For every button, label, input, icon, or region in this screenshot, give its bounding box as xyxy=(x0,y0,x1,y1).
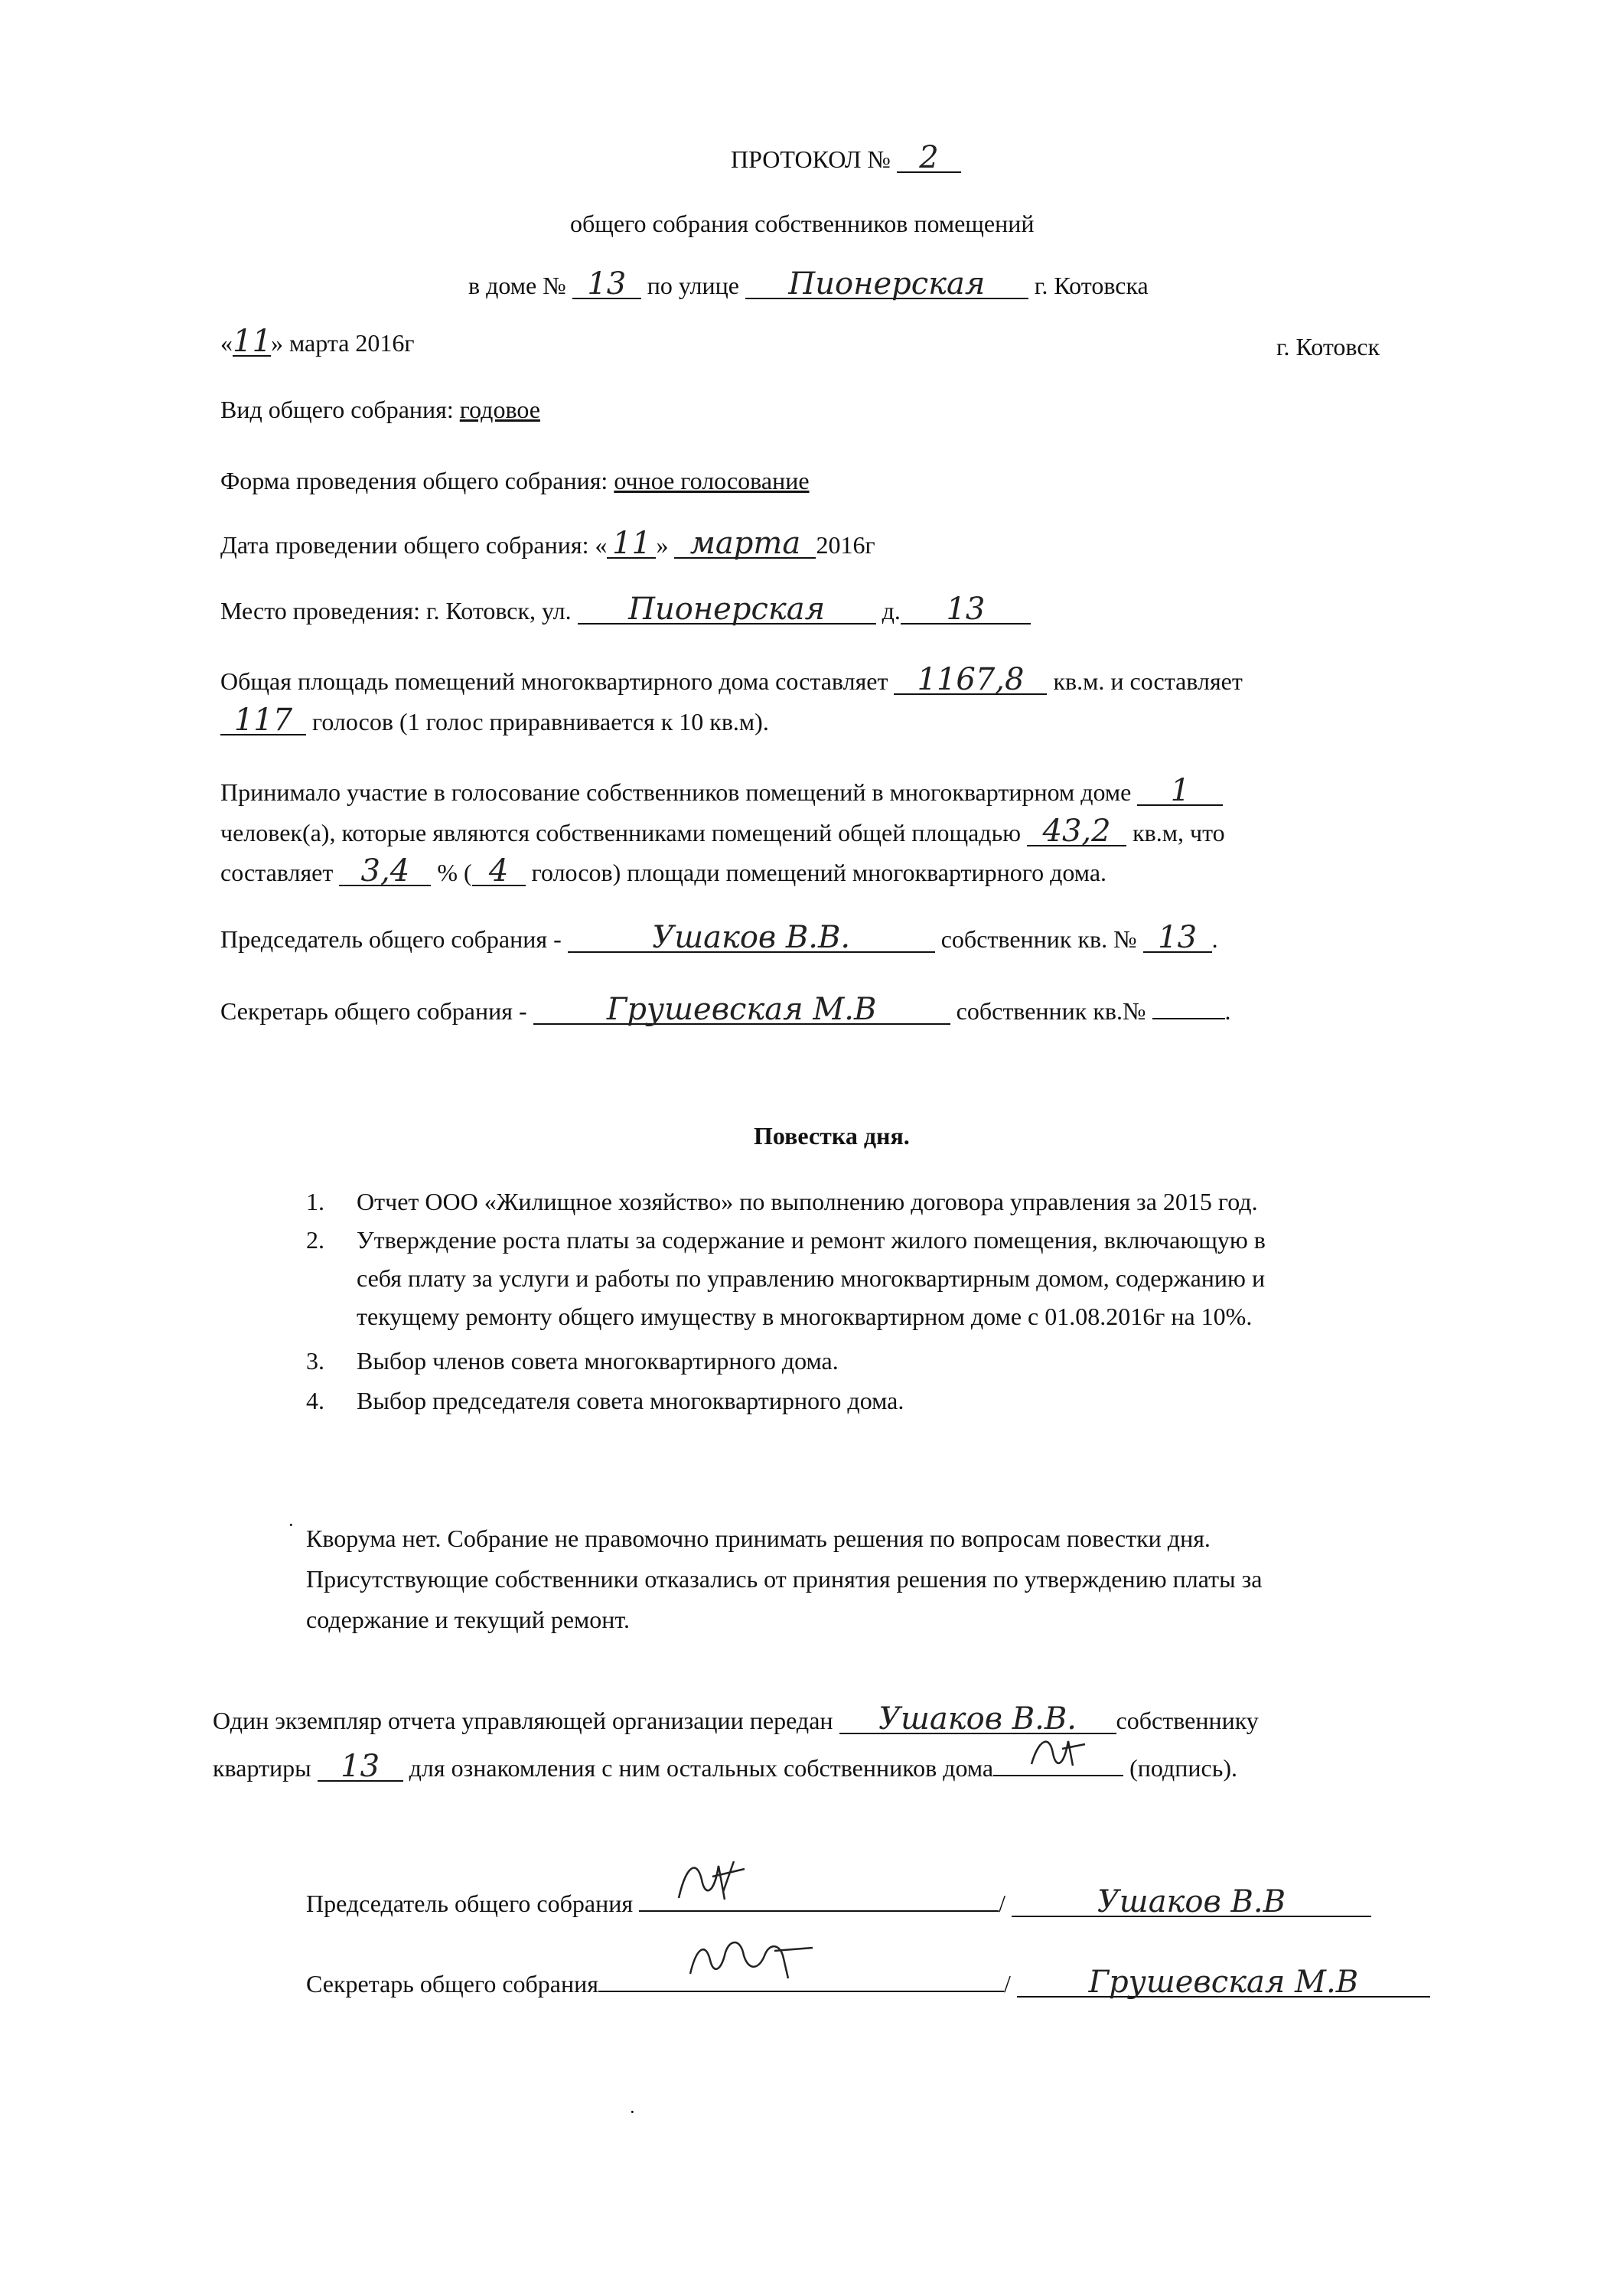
chairman-apt: 13 xyxy=(1143,924,1212,953)
area-value: 1167,8 xyxy=(894,666,1047,695)
quorum-line: содержание и текущий ремонт. xyxy=(306,1606,630,1633)
copy-note-text-4: для ознакомления с ним остальных собственников дома xyxy=(409,1754,994,1782)
meeting-place-house-label: д. xyxy=(882,597,901,625)
protocol-number: 2 xyxy=(897,144,961,173)
quote-open: « xyxy=(220,329,233,357)
copy-note-line-2 xyxy=(213,1747,1237,1783)
quorum-line: Присутствующие собственники отказались от принятия решения по утверждению платы за xyxy=(306,1565,1263,1593)
agenda-item-number: 3. xyxy=(306,1347,324,1375)
quote-close: » xyxy=(271,329,283,357)
participation-text-3a: составляет xyxy=(220,859,334,886)
copy-note-text-1: Один экземпляр отчета управляющей организации передан xyxy=(213,1707,833,1734)
meeting-place xyxy=(220,592,1031,627)
owner-signature-blank xyxy=(993,1747,1123,1776)
house-number: 13 xyxy=(572,270,641,299)
participation-line-1 xyxy=(220,773,1223,808)
participation-percent: 3,4 xyxy=(339,857,431,886)
agenda-item-text: Выбор членов совета многоквартирного дома. xyxy=(357,1347,839,1375)
secretary-end: . xyxy=(1224,997,1231,1025)
meeting-date-mid: » xyxy=(656,531,669,559)
meeting-type-value: годовое xyxy=(459,396,540,423)
area-text-2: кв.м. и составляет xyxy=(1053,667,1243,695)
copy-note-text-2: собственнику xyxy=(1116,1707,1259,1734)
meeting-date-label: Дата проведении общего собрания: « xyxy=(220,531,608,559)
signature-separator: / xyxy=(1003,1970,1011,1998)
chairman-apt-label: собственник кв. № xyxy=(940,925,1137,953)
area-line-2 xyxy=(220,703,769,738)
chairman-signature-name: Ушаков В.В xyxy=(1012,1888,1371,1917)
meeting-form-label: Форма проведения общего собрания: xyxy=(220,467,608,494)
copy-note-text-3: квартиры xyxy=(213,1754,311,1782)
protocol-title xyxy=(731,140,961,175)
secretary-signature-name: Грушевская М.В xyxy=(1017,1968,1430,1998)
street-label: по улице xyxy=(647,272,739,299)
copy-note-text-5: (подпись). xyxy=(1129,1754,1237,1782)
participation-text-3c: голосов) площади помещений многоквартирного дома. xyxy=(531,859,1107,886)
chairman-end: . xyxy=(1211,925,1218,953)
subtitle: общего собрания собственников помещений xyxy=(570,210,1035,237)
meeting-date xyxy=(220,526,875,561)
chairman-signature-mark xyxy=(670,1854,754,1907)
date-line xyxy=(220,324,415,359)
participation-text-2a: человек(а), которые являются собственниками помещений общей площадью xyxy=(220,819,1022,846)
chairman-label: Председатель общего собрания - xyxy=(220,925,562,953)
meeting-form-value: очное голосование xyxy=(614,467,810,494)
secretary-signature-blank xyxy=(598,1963,1004,1992)
copy-note-recipient: Ушаков В.В. xyxy=(839,1705,1116,1734)
agenda-item-number: 2. xyxy=(306,1226,324,1254)
chairman-name: Ушаков В.В. xyxy=(568,924,935,953)
secretary-label: Секретарь общего собрания - xyxy=(220,997,527,1025)
date-month-year: марта 2016г xyxy=(289,329,415,357)
copy-note-line-1 xyxy=(213,1701,1259,1737)
signature-separator: / xyxy=(999,1890,1005,1917)
participation-text-2b: кв.м, что xyxy=(1133,819,1225,846)
agenda-item-text: себя плату за услуги и работы по управлению многоквартирным домом, содержанию и xyxy=(357,1264,1266,1292)
participation-votes: 4 xyxy=(472,857,526,886)
meeting-type-label: Вид общего собрания: xyxy=(220,396,454,423)
meeting-form xyxy=(220,465,810,496)
agenda-item-text: текущему ремонту общего имуществу в многоквартирном доме с 01.08.2016г на 10%. xyxy=(357,1303,1253,1330)
title-prefix: ПРОТОКОЛ № xyxy=(731,145,891,173)
secretary-name: Грушевская М.В xyxy=(533,996,950,1025)
date-day: 11 xyxy=(233,324,272,359)
participation-line-2 xyxy=(220,814,1225,849)
participation-text-3b: % ( xyxy=(437,859,472,886)
meeting-place-house: 13 xyxy=(901,595,1031,625)
scan-mark: · xyxy=(288,1514,295,1536)
owner-signature-mark xyxy=(1024,1730,1093,1773)
secretary-apt-label: собственник кв.№ xyxy=(956,997,1146,1025)
scan-mark: · xyxy=(629,2101,636,2123)
area-text-1: Общая площадь помещений многоквартирного дома составляет xyxy=(220,667,888,695)
participation-area: 43,2 xyxy=(1027,817,1126,846)
area-text-3: голосов (1 голос приравнивается к 10 кв.м). xyxy=(312,708,769,735)
place-city: г. Котовск xyxy=(1276,333,1380,360)
participation-line-3 xyxy=(220,853,1107,889)
meeting-place-label: Место проведения: г. Котовск, ул. xyxy=(220,597,572,625)
secretary-apt xyxy=(1152,990,1225,1019)
meeting-date-year: 2016г xyxy=(816,531,875,559)
chairman-signature-label: Председатель общего собрания xyxy=(306,1890,634,1917)
agenda-item-text: Отчет ООО «Жилищное хозяйство» по выполнению договора управления за 2015 год. xyxy=(357,1188,1258,1215)
quorum-line: Кворума нет. Собрание не правомочно принимать решения по вопросам повестки дня. xyxy=(306,1525,1211,1552)
participation-persons: 1 xyxy=(1137,777,1223,806)
meeting-place-street: Пионерская xyxy=(578,595,876,625)
house-label: в доме № xyxy=(468,272,566,299)
chairman-signature-line xyxy=(306,1883,1371,1919)
secretary-signature-line xyxy=(306,1963,1430,1999)
agenda-heading: Повестка дня. xyxy=(754,1122,910,1150)
secretary-signature-label: Секретарь общего собрания xyxy=(306,1970,598,1998)
street-name: Пионерская xyxy=(745,270,1028,299)
agenda-item-number: 1. xyxy=(306,1188,324,1215)
secretary-signature-mark xyxy=(683,1932,820,1986)
area-line-1 xyxy=(220,662,1243,697)
agenda-item-text: Выбор председателя совета многоквартирного дома. xyxy=(357,1387,904,1414)
agenda-item-text: Утверждение роста платы за содержание и ремонт жилого помещения, включающую в xyxy=(357,1226,1266,1254)
agenda-item-number: 4. xyxy=(306,1387,324,1414)
chairman-line xyxy=(220,920,1218,955)
chairman-signature-blank xyxy=(639,1883,999,1912)
meeting-date-day: 11 xyxy=(607,530,656,559)
city: г. Котовска xyxy=(1034,272,1149,299)
votes-value: 117 xyxy=(220,706,306,735)
meeting-type xyxy=(220,394,540,425)
meeting-date-month: марта xyxy=(674,530,816,559)
copy-note-apt: 13 xyxy=(318,1753,403,1782)
participation-text-1: Принимало участие в голосование собственников помещений в многоквартирном доме xyxy=(220,778,1132,806)
address-line xyxy=(468,266,1149,302)
secretary-line xyxy=(220,990,1231,1026)
